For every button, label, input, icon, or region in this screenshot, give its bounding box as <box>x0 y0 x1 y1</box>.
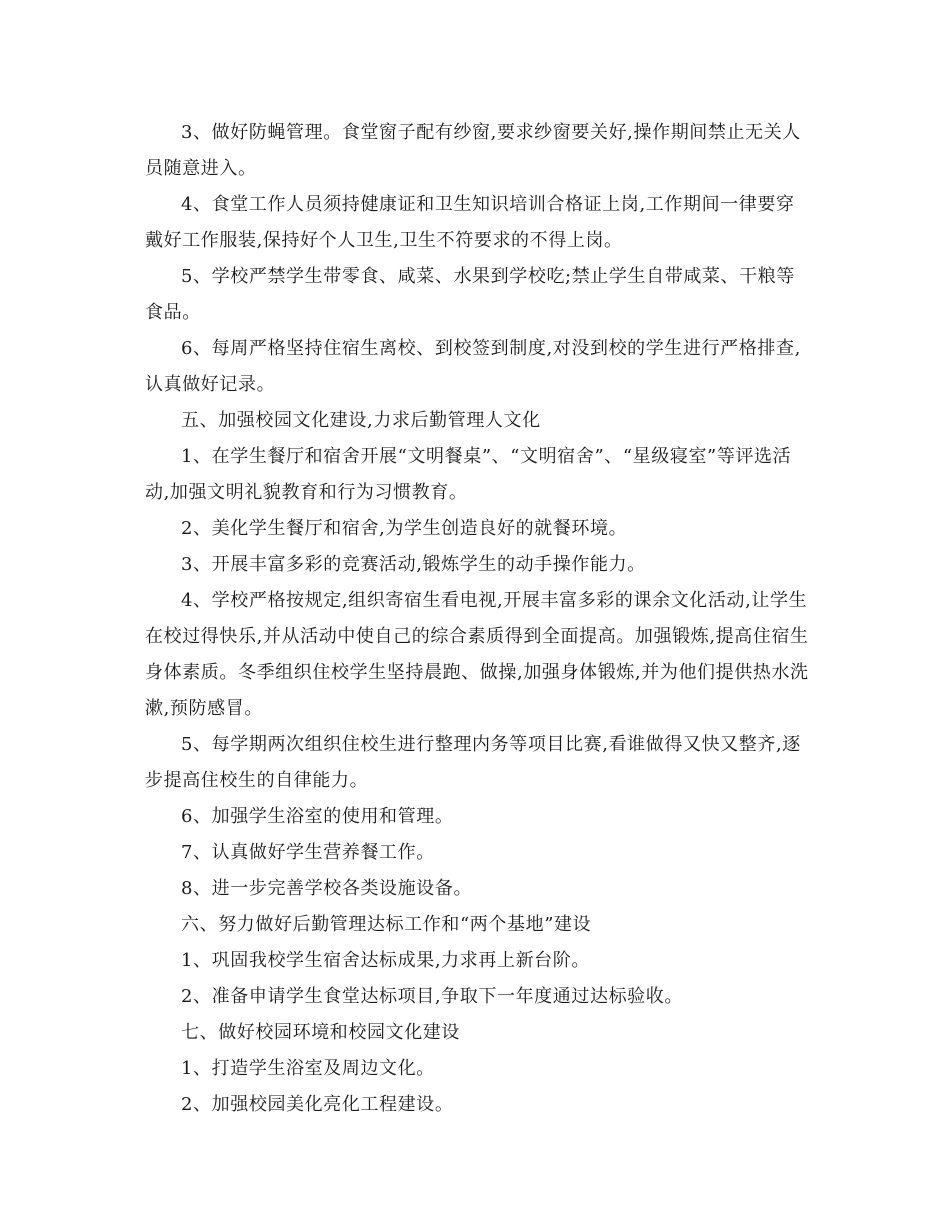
paragraph-civilized-activities: 1、在学生餐厅和宿舍开展“文明餐桌”、“文明宿舍”、“星级寝室”等评选活动,加强文明礼貌教育和行为习惯教育。 <box>145 446 792 503</box>
paragraph-weekly-signin: 6、每周严格坚持住宿生离校、到校签到制度,对没到校的学生进行严格排查,认真做好记录。 <box>145 338 801 395</box>
paragraph-bathroom-culture: 1、打造学生浴室及周边文化。 <box>181 1058 435 1079</box>
paragraph-facilities: 8、进一步完善学校各类设施设备。 <box>181 878 473 899</box>
section-heading-standards: 六、努力做好后勤管理达标工作和“两个基地”建设 <box>181 914 592 935</box>
paragraph-canteen-standards: 2、准备申请学生食堂达标项目,争取下一年度通过达标验收。 <box>181 986 683 1007</box>
paragraph-nutrition-meal: 7、认真做好学生营养餐工作。 <box>181 842 435 863</box>
document-body <box>145 115 810 1123</box>
paragraph-dorm-standards: 1、巩固我校学生宿舍达标成果,力求再上新台阶。 <box>181 950 590 971</box>
paragraph-competitions: 3、开展丰富多彩的竞赛活动,锻炼学生的动手操作能力。 <box>181 554 646 575</box>
section-heading-campus-culture: 五、加强校园文化建设,力求后勤管理人文化 <box>181 410 541 431</box>
paragraph-dorm-competition: 5、每学期两次组织住校生进行整理内务等项目比赛,看谁做得又快又整齐,逐步提高住校生的自律能力。 <box>145 734 801 791</box>
paragraph-beautify-dining: 2、美化学生餐厅和宿舍,为学生创造良好的就餐环境。 <box>181 518 628 539</box>
paragraph-snack-ban: 5、学校严禁学生带零食、咸菜、水果到学校吃;禁止学生自带咸菜、干粮等食品。 <box>145 266 795 323</box>
paragraph-campus-beautification: 2、加强校园美化亮化工程建设。 <box>181 1094 454 1115</box>
paragraph-staff-health-certificate: 4、食堂工作人员须持健康证和卫生知识培训合格证上岗,工作期间一律要穿戴好工作服装,保持好个人卫生,卫生不符要求的不得上岗。 <box>145 194 795 251</box>
paragraph-bathroom-management: 6、加强学生浴室的使用和管理。 <box>181 806 454 827</box>
paragraph-flyproof-management: 3、做好防蝇管理。食堂窗子配有纱窗,要求纱窗要关好,操作期间禁止无关人员随意进入。 <box>145 122 801 179</box>
section-heading-campus-environment: 七、做好校园环境和校园文化建设 <box>181 1022 460 1043</box>
paragraph-boarder-activities: 4、学校严格按规定,组织寄宿生看电视,开展丰富多彩的课余文化活动,让学生在校过得快乐,并从活动中使自己的综合素质得到全面提高。加强锻炼,提高住宿生身体素质。冬季组织住校学生坚持晨跑、做操,加强身体锻炼,并为他们提供热水洗漱,预防感冒。 <box>145 590 809 719</box>
